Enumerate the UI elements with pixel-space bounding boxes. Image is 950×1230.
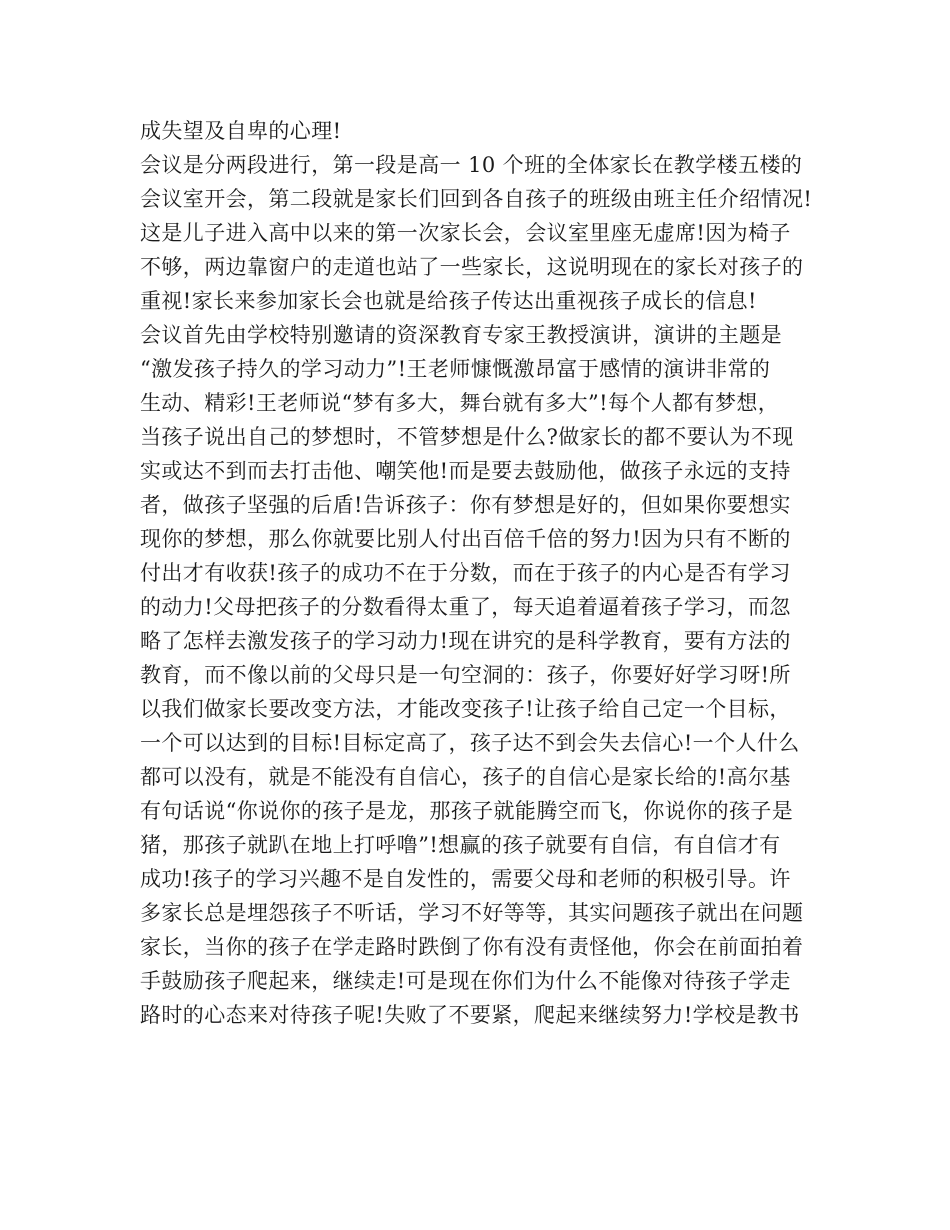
text-line: 路时的心态来对待孩子呢!失败了不要紧，爬起来继续努力!学校是教书 (140, 1003, 800, 1027)
text-line: 略了怎样去激发孩子的学习动力!现在讲究的是科学教育，要有方法的 (140, 629, 791, 653)
text-line: 都可以没有，就是不能没有自信心，孩子的自信心是家长给的!高尔基 (140, 765, 791, 789)
text-line: 不够，两边靠窗户的走道也站了一些家长，这说明现在的家长对孩子的 (140, 255, 804, 279)
text-line: 会议是分两段进行，第一段是高一 10 个班的全体家长在教学楼五楼的 (140, 153, 803, 177)
text-line: 有句话说“你说你的孩子是龙，那孩子就能腾空而飞，你说你的孩子是 (140, 799, 794, 823)
text-line: 多家长总是埋怨孩子不听话，学习不好等等，其实问题孩子就出在问题 (140, 901, 804, 925)
text-line: 者，做孩子坚强的后盾!告诉孩子：你有梦想是好的，但如果你要想实 (140, 493, 791, 517)
text-line: 教育，而不像以前的父母只是一句空洞的：孩子，你要好好学习呀!所 (140, 663, 791, 687)
text-line: 一个可以达到的目标!目标定高了，孩子达不到会失去信心!一个人什么 (140, 731, 800, 755)
text-line: 会议首先由学校特别邀请的资深教育专家王教授演讲，演讲的主题是 (140, 323, 782, 347)
text-line: 现你的梦想，那么你就要比别人付出百倍千倍的努力!因为只有不断的 (140, 527, 791, 551)
text-line: 的动力!父母把孩子的分数看得太重了，每天追着逼着孩子学习，而忽 (140, 595, 791, 619)
text-line: 实或达不到而去打击他、嘲笑他!而是要去鼓励他，做孩子永远的支持 (140, 459, 791, 483)
text-line: 以我们做家长要改变方法，才能改变孩子!让孩子给自己定一个目标， (140, 697, 791, 721)
text-line: 家长，当你的孩子在学走路时跌倒了你有没有责怪他，你会在前面拍着 (140, 935, 804, 959)
text-line: 重视!家长来参加家长会也就是给孩子传达出重视孩子成长的信息! (140, 289, 757, 313)
text-line: “激发孩子持久的学习动力”!王老师慷慨激昂富于感情的演讲非常的 (140, 357, 771, 381)
body-text (140, 114, 830, 1032)
text-line: 付出才有收获!孩子的成功不在于分数，而在于孩子的内心是否有学习 (140, 561, 791, 585)
text-line: 猪，那孩子就趴在地上打呼噜”!想赢的孩子就要有自信，有自信才有 (140, 833, 781, 857)
text-line: 当孩子说出自己的梦想时，不管梦想是什么?做家长的都不要认为不现 (140, 425, 794, 449)
text-line: 生动、精彩!王老师说“梦有多大，舞台就有多大”!每个人都有梦想， (140, 391, 780, 415)
text-line: 手鼓励孩子爬起来，继续走!可是现在你们为什么不能像对待孩子学走 (140, 969, 791, 993)
text-line: 成功!孩子的学习兴趣不是自发性的，需要父母和老师的积极引导。许 (140, 867, 791, 891)
text-line: 这是儿子进入高中以来的第一次家长会，会议室里座无虚席!因为椅子 (140, 221, 791, 245)
text-line: 会议室开会，第二段就是家长们回到各自孩子的班级由班主任介绍情况! (140, 187, 813, 211)
text-line: 成失望及自卑的心理! (140, 119, 342, 143)
